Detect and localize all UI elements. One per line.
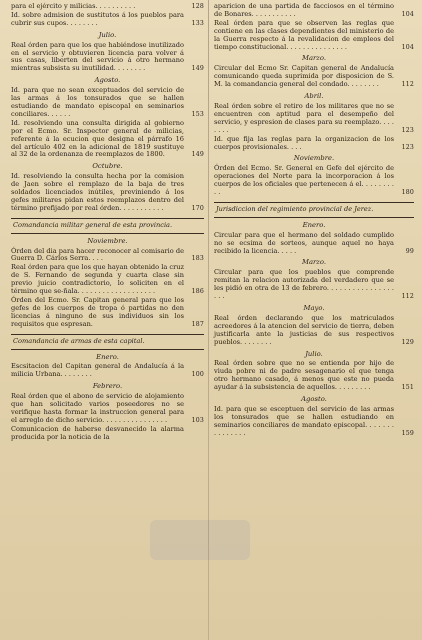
index-entry — [11, 87, 204, 119]
month-heading: Noviembre. — [293, 154, 335, 163]
index-entry — [214, 20, 414, 52]
column-divider — [208, 0, 209, 640]
index-entry — [11, 12, 204, 28]
entry-text: aparicion de una partida de facciosos en el término de Bonares. . . . . . . . . . . — [214, 2, 394, 18]
month-heading: Octubre. — [92, 162, 123, 171]
month-heading: Agosto. — [301, 395, 327, 404]
entry-text: Real órden sobre que no se entienda por hijo de viuda pobre ni de padre sesagenario el que tenga otro hermano casado, á menos que este no pueda ayudar á la subsistencia de aquellos. . . . . . . . . — [214, 359, 394, 392]
month-heading: Abril. — [304, 92, 324, 101]
month-heading: Febrero. — [92, 382, 123, 391]
entry-text: Id. para que no sean exceptuados del servicio de las armas á los tonsurados que se hallen estudiando de mandato episcopal en seminarios conciliares. . . . . . — [11, 86, 184, 118]
page-number: 99 — [405, 247, 414, 255]
page-number: 112 — [401, 293, 414, 301]
page-number: 103 — [191, 416, 204, 424]
page-number: 183 — [191, 255, 204, 263]
entry-text: Real órden para que se observen las reglas que contiene en las clases dependientes del ministerio de la Guerra respecto á la revalidacion de empleos del tiempo constitucional. . . . . . . . . . . . . . . — [214, 18, 394, 51]
page-number: 149 — [191, 151, 204, 159]
index-entry — [11, 297, 204, 329]
section-heading: Comandancia de armas de esta capital. — [11, 334, 204, 350]
entry-text: Id. resolviendo la consulta hecha por la comision de Jaen sobre el remplazo de la baja de tres soldados licenciados inútiles, previniendo á los gefes militares pidan estos reemplazos dentro del término prefijado por real órden. . . . . . . . . . . — [11, 172, 184, 212]
index-entry — [11, 248, 204, 264]
left-column — [11, 3, 204, 443]
entry-text: Órden del dia para hacer reconocer al comisario de Guerra D. Cárlos Serra. . . . — [11, 246, 184, 263]
entry-text: Circular para que el hermano del soldado cumplido no se ecsima de sorteos, aunque aquel no haya recibido la licencia. . . . . — [214, 230, 394, 255]
entry-text: Real órden para que los que hayan obtenido la cruz de S. Fernando de segunda y cuarta clase sin previo juicio contradictorio, lo soliciten en el término que se-ñala. . . . . . . . . . . . . . . . . . . — [11, 263, 184, 296]
index-entry — [214, 136, 414, 152]
page-number: 112 — [401, 81, 414, 89]
index-entry — [214, 103, 414, 135]
index-entry — [11, 393, 204, 425]
index-entry — [214, 3, 414, 19]
entry-text: para el ejército y milicias. . . . . . . . . . — [11, 2, 136, 10]
index-entry — [11, 363, 204, 379]
right-column — [214, 3, 414, 439]
index-entry — [214, 165, 414, 197]
month-heading: Julio. — [305, 349, 323, 358]
entry-text: Comunicacion de haberse desvanecido la alarma producida por la noticia de la — [11, 424, 184, 441]
entry-text: Escsitacion del Capitan general de Andalucía á la milicia Urbana. . . . . . . . — [11, 362, 184, 379]
month-heading: Julio. — [98, 30, 117, 39]
entry-text: Id. resolviendo una consulta dirigida al gobierno por el Ecmo. Sr. Inspector general de milicias, referente á la ecucion que designa el párrafo 16 del artículo 402 en la adicional de 1819 sustituye al 32 de la ordenanza de reemplazos de 1800. — [11, 118, 184, 159]
page-number: 123 — [401, 126, 414, 134]
index-entry — [11, 120, 204, 160]
page-number: 159 — [401, 429, 414, 437]
page-number: 129 — [401, 338, 414, 346]
month-heading: Marzo. — [302, 258, 326, 267]
entry-text: Real órden sobre el retiro de los militares que no se encuentren con aptitud para el desempeño del servicio, y espresion de clases para su reemplazo. . . . . . . . — [214, 101, 394, 134]
index-entry — [11, 173, 204, 213]
page-number: 149 — [191, 65, 204, 73]
month-heading: Agosto. — [94, 76, 121, 85]
page-number: 151 — [401, 384, 414, 392]
entry-text: Órden del Ecmo. Sr. General en Gefe del ejército de operaciones del Norte para la incorporacion á los cuerpos de los oficiales que pertenecen á el. . . . . . . . . . — [214, 164, 394, 197]
index-entry — [214, 232, 414, 256]
month-heading: Marzo. — [302, 54, 326, 63]
section-heading: Jurisdiccion del regimiento provincial de Jerez. — [214, 202, 414, 218]
page-number: 153 — [191, 110, 204, 118]
page-number: 100 — [191, 371, 204, 379]
entry-text: Real órden para que los que habiéndose inutilizado en el servicio y obtuvieren licencia para volver á sus casas, liberten del servicio á otro hermano mientras subsista su inutilidad. . . . . . . . — [11, 40, 184, 73]
index-entry — [11, 264, 204, 296]
page-number: 104 — [401, 10, 414, 18]
section-heading: Comandancia militar general de esta provincia. — [11, 218, 204, 234]
entry-text: Id. que fija las reglas para la organizacion de los cuerpos provisionales. . . . — [214, 134, 394, 151]
index-entry — [214, 65, 414, 89]
page-number: 170 — [191, 204, 204, 212]
library-watermark — [150, 520, 250, 560]
page-number: 123 — [401, 143, 414, 151]
page-number: 104 — [401, 43, 414, 51]
entry-text: Circular del Ecmo Sr. Capitan general de Andalucía comunicando queda suprimida por disposicion de S. M. la comandancia general del condado. . . . . . . . — [214, 64, 394, 89]
index-entry — [214, 360, 414, 392]
page-number: 186 — [191, 288, 204, 296]
entry-text: Id. para que se esceptuen del servicio de las armas los tonsurados que se hallen estudiando en seminarios conciliares de mandato episcopal. . . . . . . . . . . . . . . — [214, 404, 394, 437]
page-number: 180 — [401, 189, 414, 197]
month-heading: Enero. — [302, 220, 326, 229]
entry-text: Circular para que los pueblos que comprende remitan la relacion autorizada del verdadero que se les pidió en otra de 13 de febrero. . . . . . . . . . . . . . . . . . . — [214, 268, 394, 301]
index-entry — [214, 269, 414, 301]
page-number: 187 — [191, 320, 204, 328]
index-entry — [214, 315, 414, 347]
index-entry — [11, 42, 204, 74]
month-heading: Enero. — [96, 352, 119, 361]
page-number: 128 — [191, 3, 204, 10]
index-entry — [11, 426, 204, 442]
index-entry — [214, 406, 414, 438]
index-entry — [11, 3, 204, 11]
entry-text: Real órden declarando que los matriculados acreedores á la atencion del servicio de tierra, deben justificarla ante la justicias de sus respectivos pueblos. . . . . . . . — [214, 313, 394, 346]
entry-text: Id. sobre admision de sustitutos á los pueblos para cubrir sus cupos. . . . . . . . — [11, 10, 184, 27]
page-number: 133 — [191, 19, 204, 27]
month-heading: Noviembre. — [87, 236, 128, 245]
entry-text: Órden del Ecmo. Sr. Capitan general para que los gefes de los cuerpos de tropa ó partidas no den licencias á ninguno de sus individuos sin los requisitos que espresan. — [11, 296, 184, 328]
month-heading: Mayo. — [303, 304, 325, 312]
entry-text: Real órden que el abono de servicio de alojamiento que han solicitado varios poseedores no se verifique hasta formar la instruccion general para el arreglo de dicho servicio. . . . . . . . . . . . . . . . — [11, 392, 184, 424]
